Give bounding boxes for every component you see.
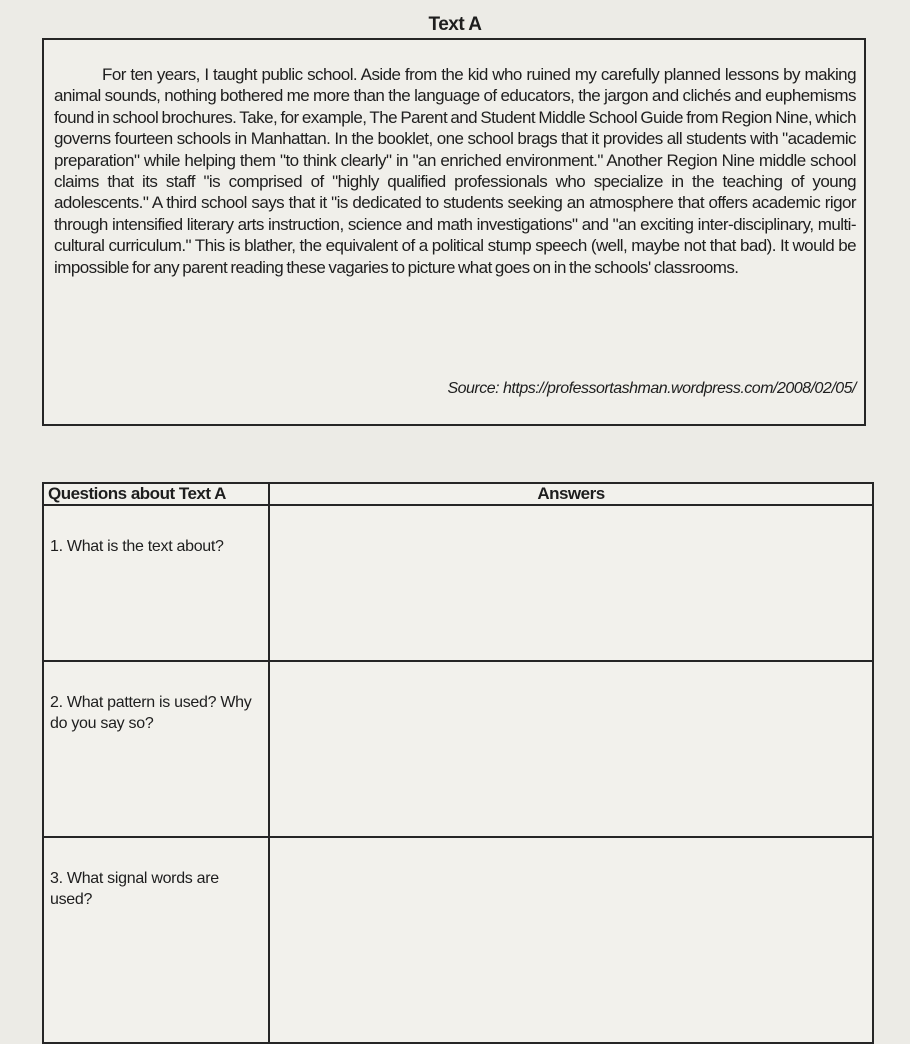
question-cell: 1. What is the text about? [43, 505, 269, 661]
answers-column-header: Answers [269, 483, 873, 505]
answer-cell[interactable] [269, 505, 873, 661]
table-row [43, 505, 873, 661]
questions-column-header: Questions about Text A [43, 483, 269, 505]
table-row [43, 661, 873, 837]
answer-cell[interactable] [269, 837, 873, 1043]
page-title: Text A [428, 14, 482, 35]
questions-table [42, 482, 874, 1044]
table-row [43, 837, 873, 1043]
question-cell: 3. What signal words are used? [43, 837, 269, 1043]
source-citation: Source: https://professortashman.wordpress.com/2008/02/05/ [447, 380, 856, 397]
question-cell: 2. What pattern is used? Why do you say so? [43, 661, 269, 837]
text-a-box [42, 38, 866, 426]
table-header-row [43, 483, 873, 505]
passage-text: For ten years, I taught public school. Aside from the kid who ruined my carefully planned lessons by making animal sounds, nothing bothered me more than the language of educators, the jargon and clichés and euphemisms found in school brochures. Take, for example, The Parent and Student Middle School Guide from Region Nine, which governs fourteen schools in Manhattan. In the booklet, one school brags that it provides all students with "academic preparation" while helping them "to think clearly" in "an enriched environment." Another Region Nine middle school claims that its staff "is comprised of "highly qualified professionals who specialize in the teaching of young adolescents." A third school says that it "is dedicated to students seeking an atmosphere that offers academic rigor through intensified literary arts instruction, science and math investigations" and "an exciting inter-disciplinary, multi-cultural curriculum." This is blather, the equivalent of a political stump speech (well, maybe not that bad). It would be impossible for any parent reading these vagaries to picture what goes on in the schools' classrooms. [54, 65, 856, 277]
answer-cell[interactable] [269, 661, 873, 837]
